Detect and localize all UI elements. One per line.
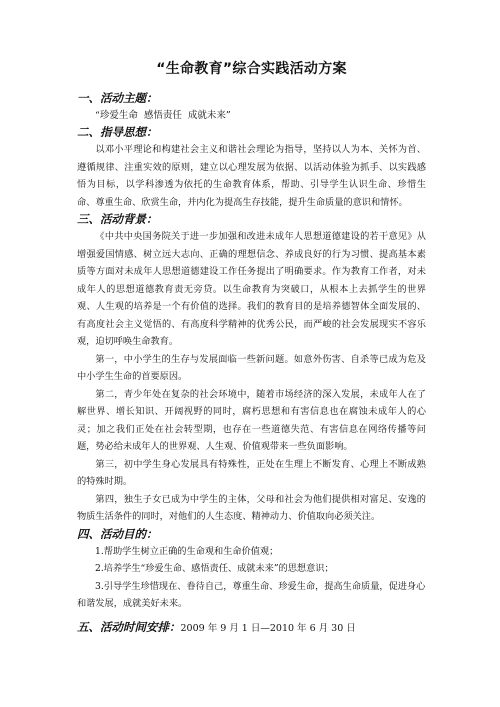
schedule-time-range: 2009 年 9 月 1 日—2010 年 6 月 30 日 — [180, 622, 356, 634]
background-paragraph: 第三，初中学生身心发展具有特殊性，正处在生理上不断发育、心理上不断成熟的特殊时期。 — [77, 458, 426, 487]
section-schedule — [77, 619, 426, 637]
background-paragraph: 第一，中小学生的生存与发展面临一些新问题。如意外伤害、自杀等已成为危及中小学生生命的首要原因。 — [77, 353, 426, 382]
section-heading-schedule — [77, 619, 426, 637]
document-title: “生命教育”综合实践活动方案 — [156, 61, 347, 77]
goal-item: 1.帮助学生树立正确的生命观和生命价值观； — [95, 545, 279, 557]
section-heading-goals: 四、活动目的： — [77, 526, 158, 541]
section-background — [77, 211, 426, 526]
goal-item: 3.引导学生珍惜现在、眷待自己，尊重生命、珍爱生命，提高生命质量，促进身心和谐发展，成就美好未来。 — [77, 580, 426, 609]
section-goals — [77, 526, 426, 613]
section-heading-guiding: 二、指导思想： — [77, 125, 158, 139]
section-guiding — [77, 124, 426, 211]
guiding-paragraph: 以邓小平理论和构建社会主义和谐社会理论为指导，坚持以人为本、关怀为首、遵循规律、注重实效的原则，建立以心理发展为依据、以活动体验为抓手、以实践感悟为目标，以学科渗透为依托的生命教育体系，帮助、引导学生认识生命、珍惜生命、尊重生命、欣赏生命，并内化为提高生存技能，提升生命质量的意识和情怀。 — [77, 144, 426, 208]
section-heading-background: 三、活动背景： — [77, 212, 158, 226]
section-theme — [77, 90, 426, 124]
background-paragraph: 第四，独生子女已成为中学生的主体，父母和社会为他们提供相对富足、安逸的物质生活条件的同时，对他们的人生态度、精神动力、价值取向必须关注。 — [77, 493, 426, 522]
schedule-heading-label: 五、活动时间安排： — [77, 619, 181, 634]
goal-item: 2.培养学生“珍爱生命、感悟责任、成就未来”的思想意识； — [95, 563, 334, 574]
background-paragraph: 第二，青少年处在复杂的社会环境中，随着市场经济的深入发展，未成年人在了解世界、增长知识、开阔视野的同时，腐朽思想和有害信息也在腐蚀未成年人的心灵；加之我们正处在社会转型期，也存在一些道德失范、有害信息在网络传播等问题，势必给未成年人的世界观、人生观、价值观带来一些负面影响。 — [77, 388, 426, 452]
theme-text: “珍爱生命 感悟责任 成就未来” — [95, 110, 231, 121]
background-paragraph: 《中共中央国务院关于进一步加强和改进未成年人思想道德建设的若干意见》从增强爱国情感、树立远大志向、正确的理想信念、养成良好的行为习惯、提高基本素质等方面对未成年人思想道德建设工作任务提出了明确要求。作为教育工作者，对未成年人的思想道德教育责无旁贷。以生命教育为突破口，从根本上去抓学生的世界观、人生观的培养是一个有价值的选择。我们的教育目的是培养德智体全面发展的、有高度社会主义觉悟的、有高度科学精神的优秀公民，而严峻的社会发展现实不容乐观，迫切呼唤生命教育。 — [77, 231, 426, 347]
section-heading-theme: 一、活动主题： — [77, 91, 158, 105]
